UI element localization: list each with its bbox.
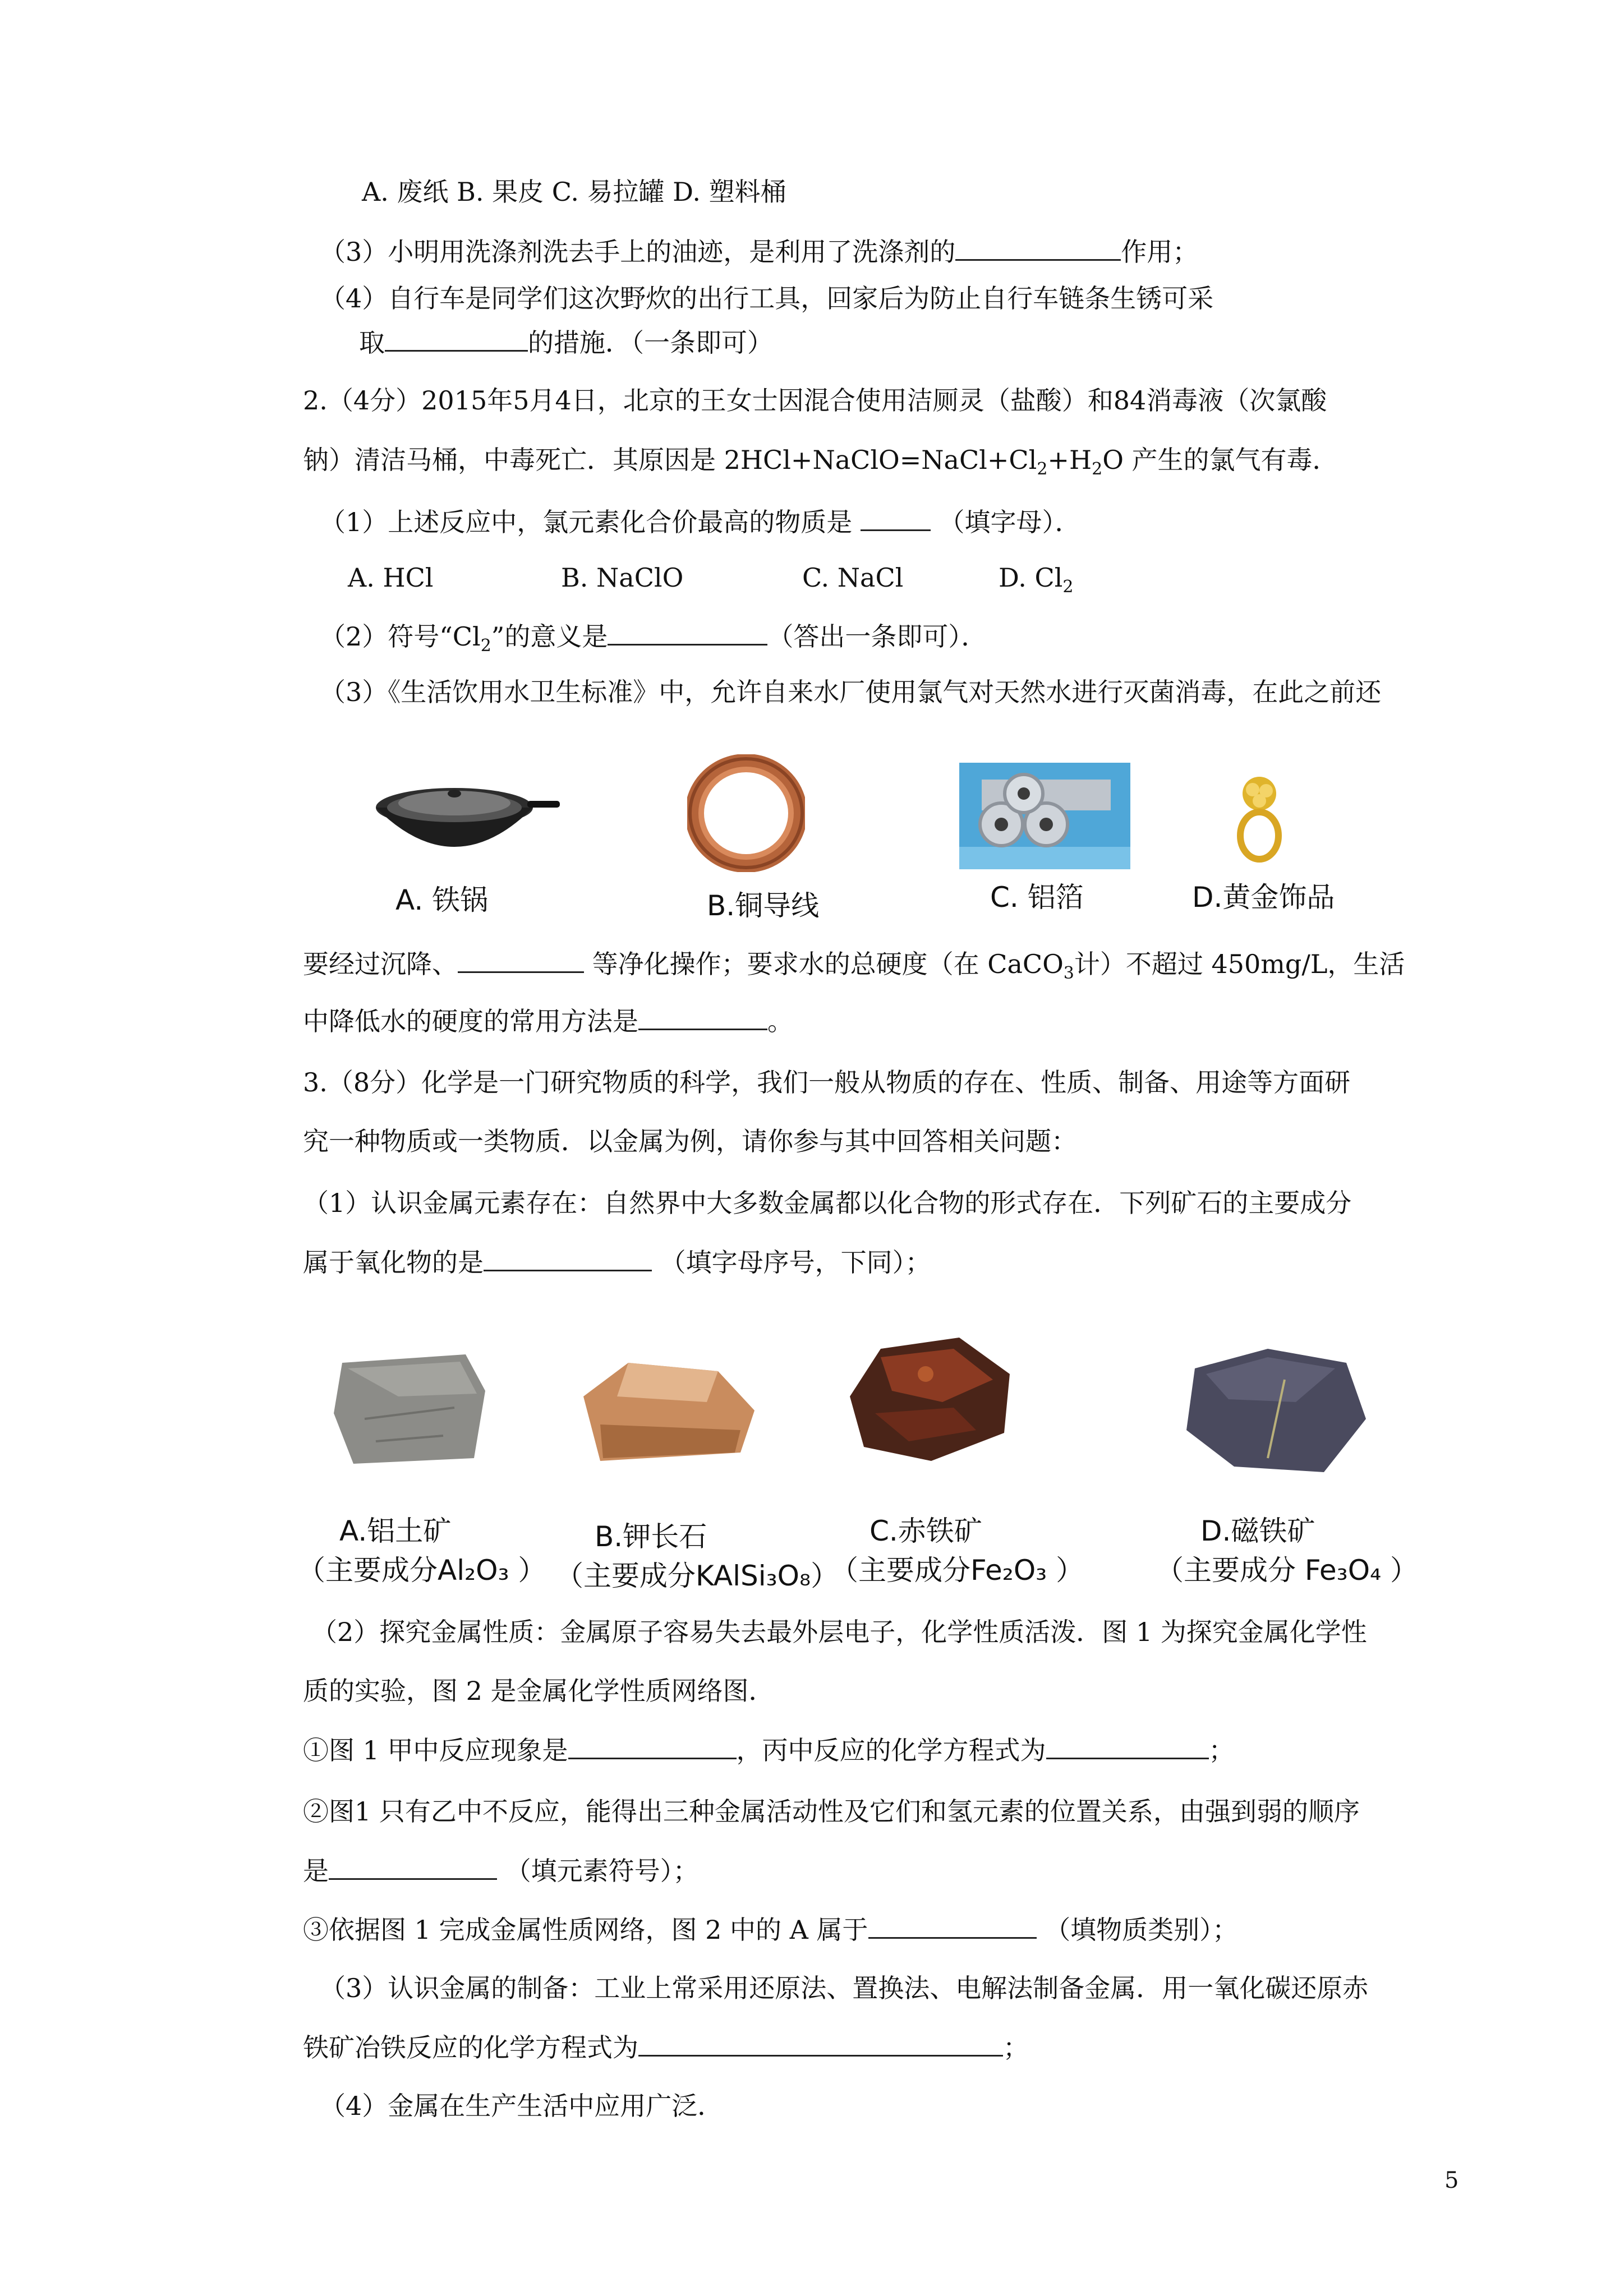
magnetite-image bbox=[1184, 1346, 1369, 1475]
q3-sub1-2 bbox=[303, 1245, 931, 1279]
q2-intro-2a: 钠）清洁马桶，中毒死亡．其原因是 2HCl+NaClO=NaCl+Cl bbox=[303, 445, 1037, 475]
q2-sub3-cont-1 bbox=[303, 947, 1405, 990]
q3-sub3-1: （3）认识金属的制备：工业上常采用还原法、置换法、电解法制备金属．用一氧化碳还原赤 bbox=[320, 1973, 1369, 2003]
q2-sub-2b: 2 bbox=[1092, 459, 1103, 480]
iron-wok-image bbox=[370, 768, 561, 875]
caption-aluminum-foil: C. 铝箔 bbox=[990, 881, 1084, 914]
q1-s3-blank[interactable] bbox=[955, 234, 1121, 261]
hematite-image bbox=[841, 1335, 1015, 1464]
q3-c2-blank[interactable] bbox=[329, 1854, 497, 1880]
q2-intro-2c: O 产生的氯气有毒． bbox=[1102, 445, 1338, 475]
q3-sub4: （4）金属在生产生活中应用广泛． bbox=[320, 2091, 724, 2121]
q2-s3c-d: 中降低水的硬度的常用方法是 bbox=[303, 1006, 638, 1036]
q3-sub2-1: （2）探究金属性质：金属原子容易失去最外层电子，化学性质活泼．图 1 为探究金属化学性 bbox=[311, 1617, 1367, 1647]
q2-opt-c: C. NaCl bbox=[802, 563, 904, 593]
q3-c2-b: （填元素符号）； bbox=[505, 1856, 699, 1886]
q2-s3c-sub: 3 bbox=[1063, 963, 1074, 984]
bauxite-image bbox=[331, 1346, 488, 1469]
q3-c1-b: ，丙中反应的化学方程式为 bbox=[736, 1735, 1046, 1765]
q2-opt-d-sub: 2 bbox=[1062, 577, 1074, 597]
q2-s3c-b: 等净化操作；要求水的总硬度（在 CaCO bbox=[592, 949, 1064, 979]
caption-copper-wire: B.铜导线 bbox=[707, 889, 820, 922]
q3-s3-a: 铁矿冶铁反应的化学方程式为 bbox=[303, 2032, 638, 2063]
q3-intro-2: 究一种物质或一类物质．以金属为例，请你参与其中回答相关问题： bbox=[303, 1126, 1077, 1156]
ore-d-composition: （主要成分 Fe₃O₄ ） bbox=[1156, 1554, 1419, 1587]
gold-ring-image bbox=[1231, 768, 1287, 869]
q2-s1-end: （填字母）． bbox=[938, 507, 1081, 537]
q2-sub3-cont-2 bbox=[303, 1004, 793, 1038]
q2-s3c-e: 。 bbox=[767, 1006, 793, 1036]
q3-c3-a: ③依据图 1 完成金属性质网络，图 2 中的 A 属于 bbox=[303, 1915, 868, 1945]
caption-gold-jewelry: D.黄金饰品 bbox=[1192, 881, 1335, 914]
copper-wire-image bbox=[687, 754, 805, 872]
q2-s2-a: （2）符号“Cl bbox=[320, 621, 481, 652]
q3-c1 bbox=[303, 1733, 1235, 1767]
ore-d-name: D.磁铁矿 bbox=[1200, 1515, 1315, 1547]
q3-c2-a: 是 bbox=[303, 1856, 329, 1886]
q3-c3-blank[interactable] bbox=[868, 1912, 1037, 1939]
q3-s1-b: （填字母序号，下同）； bbox=[660, 1247, 931, 1278]
q2-sub-2a: 2 bbox=[1037, 459, 1048, 480]
q2-s3-blank-1[interactable] bbox=[458, 947, 584, 973]
q3-sub3-2 bbox=[303, 2030, 1029, 2064]
q2-s1-blank[interactable] bbox=[861, 505, 931, 531]
q1-s4-pre: 取 bbox=[359, 328, 385, 358]
q1-s3-end: 作用； bbox=[1121, 237, 1199, 267]
q3-s1-blank[interactable] bbox=[484, 1245, 652, 1271]
q3-sub2-2: 质的实验，图 2 是金属化学性质网络图． bbox=[303, 1676, 775, 1706]
ore-b-composition: （主要成分KAlSi₃O₈） bbox=[555, 1560, 839, 1592]
q1-options: A. 废纸 B. 果皮 C. 易拉罐 D. 塑料桶 bbox=[362, 177, 786, 207]
q3-c2-1: ②图1 只有乙中不反应，能得出三种金属活动性及它们和氢元素的位置关系，由强到弱的顺序 bbox=[303, 1796, 1360, 1827]
q2-s3-blank-2[interactable] bbox=[638, 1004, 767, 1030]
caption-iron-wok: A. 铁锅 bbox=[395, 884, 489, 916]
q3-c1-a: ①图 1 甲中反应现象是 bbox=[303, 1735, 568, 1765]
q1-s3-text: （3）小明用洗涤剂洗去手上的油迹，是利用了洗涤剂的 bbox=[320, 237, 956, 267]
q2-s3c-c: 计）不超过 450mg/L，生活 bbox=[1074, 949, 1405, 979]
q1-s4-blank[interactable] bbox=[385, 325, 528, 352]
q1-sub4-cont bbox=[359, 325, 773, 359]
q2-opt-d-text: D. Cl bbox=[999, 563, 1063, 593]
q2-intro-2 bbox=[303, 443, 1338, 486]
q3-s3-b: ； bbox=[1003, 2032, 1029, 2063]
q2-s3c-a: 要经过沉降、 bbox=[303, 949, 458, 979]
q2-s1-text: （1）上述反应中，氯元素化合价最高的物质是 bbox=[320, 507, 853, 537]
q3-c3-b: （填物质类别）； bbox=[1045, 1915, 1239, 1945]
q3-c1-blank-1[interactable] bbox=[568, 1733, 737, 1759]
q1-sub4: （4）自行车是同学们这次野炊的出行工具，回家后为防止自行车链条生锈可采 bbox=[320, 283, 1214, 313]
q2-intro-2b: +H bbox=[1047, 445, 1092, 475]
q2-sub3: （3）《生活饮用水卫生标准》中，允许自来水厂使用氯气对天然水进行灭菌消毒，在此之前还 bbox=[320, 677, 1382, 707]
ore-c-composition: （主要成分Fe₂O₃ ） bbox=[830, 1554, 1084, 1587]
q2-sub2 bbox=[320, 619, 987, 663]
q3-intro-1: 3.（8分）化学是一门研究物质的科学，我们一般从物质的存在、性质、制备、用途等方面研 bbox=[303, 1067, 1351, 1098]
ore-c-name: C.赤铁矿 bbox=[869, 1515, 982, 1547]
q2-s2-c: （答出一条即可）． bbox=[767, 621, 987, 652]
q2-sub1 bbox=[320, 505, 1081, 539]
q3-s3-blank[interactable] bbox=[638, 2030, 1003, 2057]
q1-s4-end: 的措施．（一条即可） bbox=[528, 328, 773, 358]
q2-opt-b: B. NaClO bbox=[561, 563, 684, 593]
ore-a-name: A.铝土矿 bbox=[339, 1515, 452, 1547]
q2-s2-b: ”的意义是 bbox=[491, 621, 608, 652]
potassium-feldspar-image bbox=[578, 1357, 757, 1464]
page-number: 5 bbox=[1444, 2168, 1459, 2193]
q1-sub3 bbox=[320, 234, 1198, 269]
q3-c1-blank-2[interactable] bbox=[1046, 1733, 1209, 1759]
q2-opt-a: A. HCl bbox=[348, 563, 434, 593]
ore-b-name: B.钾长石 bbox=[595, 1520, 707, 1553]
q3-c2-2 bbox=[303, 1854, 699, 1888]
q3-sub1-1: （1）认识金属元素存在：自然界中大多数金属都以化合物的形式存在．下列矿石的主要成分 bbox=[303, 1188, 1352, 1218]
q3-c3 bbox=[303, 1912, 1238, 1947]
q2-s2-sub: 2 bbox=[480, 636, 491, 656]
q3-s1-a: 属于氧化物的是 bbox=[303, 1247, 484, 1278]
q2-intro-1: 2.（4分）2015年5月4日，北京的王女士因混合使用洁厕灵（盐酸）和84消毒液（次氯酸 bbox=[303, 385, 1327, 416]
ore-a-composition: （主要成分Al₂O₃ ） bbox=[297, 1554, 546, 1587]
aluminum-foil-image bbox=[959, 763, 1130, 869]
q2-s2-blank[interactable] bbox=[608, 619, 767, 646]
q2-opt-d bbox=[999, 561, 1074, 604]
q3-c1-c: ； bbox=[1208, 1735, 1235, 1765]
